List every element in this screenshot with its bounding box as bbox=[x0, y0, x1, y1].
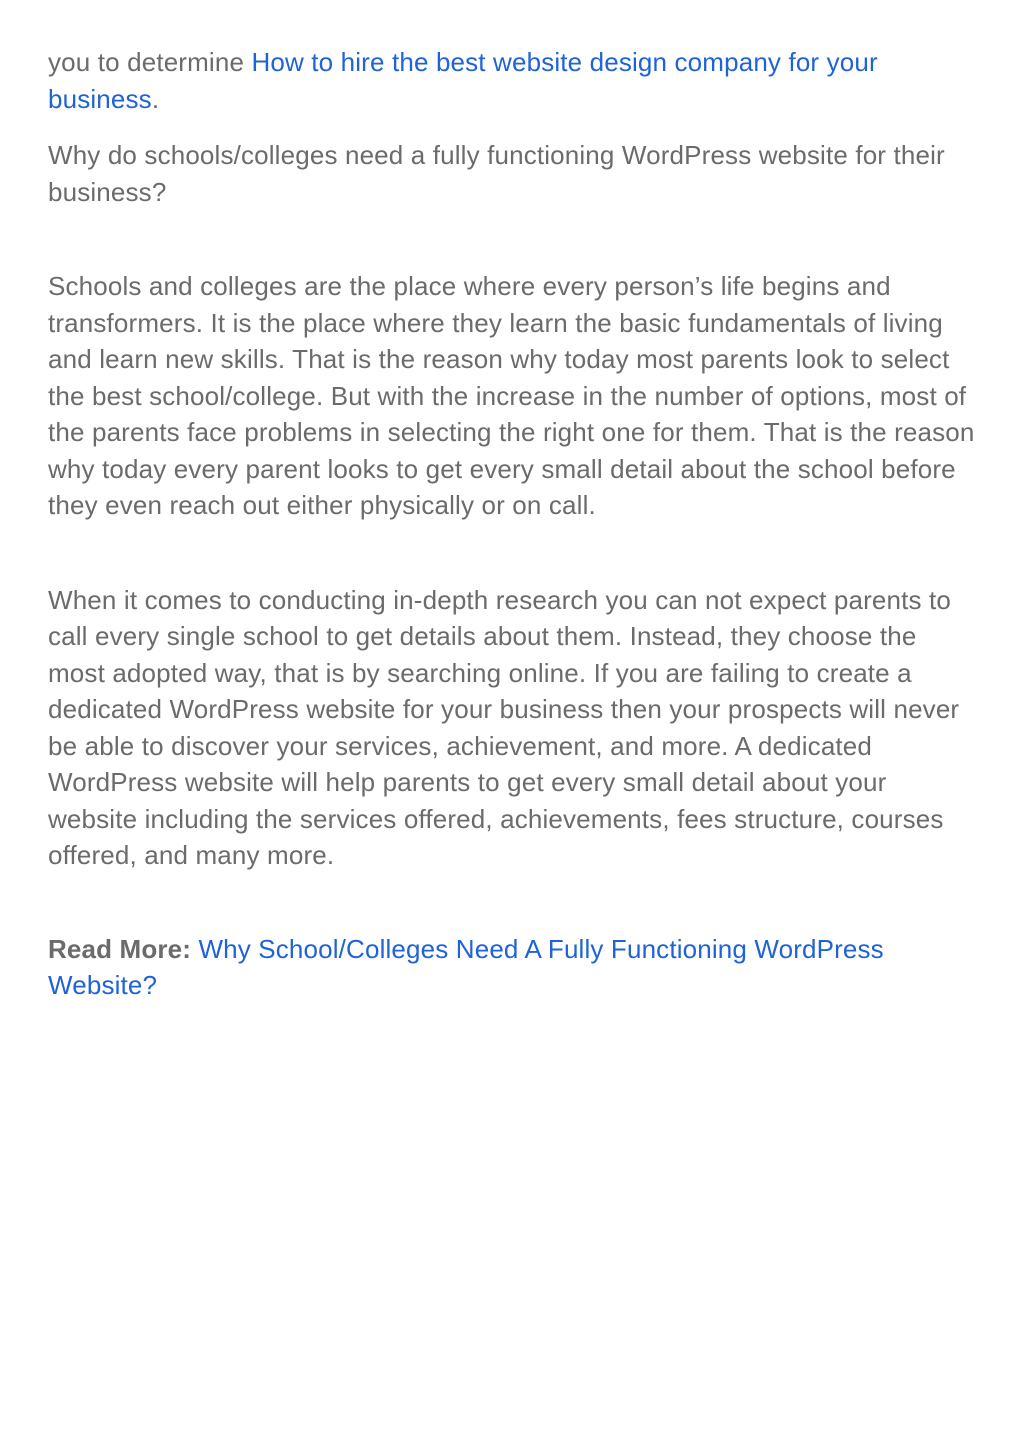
intro-paragraph bbox=[48, 44, 978, 117]
section-question: Why do schools/colleges need a fully functioning WordPress website for their business? bbox=[48, 140, 945, 207]
document-page bbox=[48, 44, 978, 1004]
hire-website-design-company-link[interactable]: How to hire the best website design company for your business bbox=[48, 47, 878, 114]
intro-suffix: . bbox=[151, 83, 160, 114]
body-paragraph-2: When it comes to conducting in-depth research you can not expect parents to call every single school to get details about them. Instead, they choose the most adopted way, that is by searching online. If you are failing to create a dedicated WordPress website for your business then your prospects will never be able to discover your services, achievement, and more. A dedicated WordPress website will help parents to get every small detail about your website including the services offered, achievements, fees structure, courses offered, and many more. bbox=[48, 584, 960, 870]
body-paragraph-1: Schools and colleges are the place where every person’s life begins and transformers. It is the place where they learn the basic fundamentals of living and learn new skills. That is the reason why today most parents look to select the best school/college. But with the increase in the number of options, most of the parents face problems in selecting the right one for them. That is the reason why today every parent looks to get every small detail about the school before they even reach out either physically or on call. bbox=[48, 271, 975, 520]
read-more-link[interactable]: Why School/Colleges Need A Fully Functioning WordPress Website? bbox=[48, 933, 884, 1000]
intro-prefix: you to determine bbox=[48, 47, 252, 77]
read-more-paragraph bbox=[48, 931, 978, 1004]
read-more-label: Read More: bbox=[48, 933, 192, 964]
